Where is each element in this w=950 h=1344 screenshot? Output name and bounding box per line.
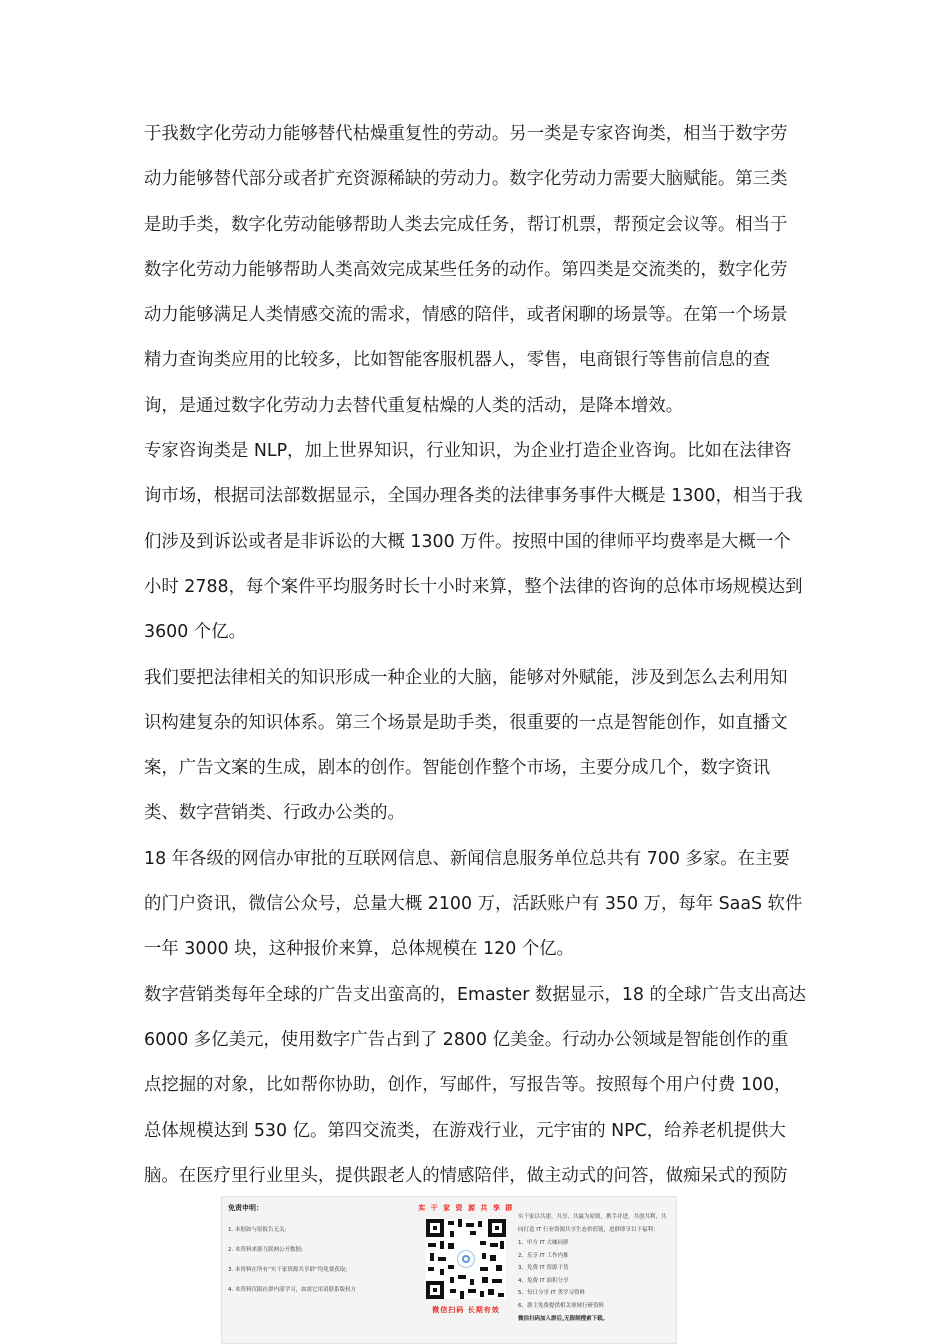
benefit-item: 3、免费 IT 资源干货 bbox=[518, 1265, 569, 1272]
text-line: 们涉及到诉讼或者是非诉讼的大概 1300 万件。按照中国的律师平均费率是大概一个 bbox=[144, 531, 791, 552]
text-line: 询，是通过数字化劳动力去替代重复枯燥的人类的活动，是降本增效。 bbox=[144, 395, 684, 416]
text-line: 3600 个亿。 bbox=[144, 622, 246, 643]
text-line: 18 年各级的网信办审批的互联网信息、新闻信息服务单位总共有 700 多家。在主要 bbox=[144, 848, 790, 869]
text-line: 的门户资讯，微信公众号，总量大概 2100 万，活跃账户有 350 万，每年 SaaS 软件 bbox=[144, 894, 803, 915]
text-line: 总体规模达到 530 亿。第四交流类，在游戏行业，元宇宙的 NPC，给养老机提供大 bbox=[144, 1120, 786, 1141]
text-line: 小时 2788，每个案件平均服务时长十小时来算，整个法律的咨询的总体市场规模达到 bbox=[144, 576, 803, 597]
group-title: 实 干 家 资 源 共 享 群 bbox=[418, 1204, 514, 1212]
text-line: 于我数字化劳动力能够替代枯燥重复性的劳动。另一类是专家咨询类，相当于数字劳 bbox=[144, 124, 788, 144]
disclaimer-note: 4. 本资料仅限社群内部学习，如需它用请联系版权方 bbox=[228, 1287, 356, 1293]
benefit-item: 4、免费 IT 面积分享 bbox=[518, 1277, 569, 1284]
text-line: 6000 多亿美元，使用数字广告占到了 2800 亿美金。行动办公领域是智能创作的重 bbox=[144, 1029, 789, 1050]
benefits-intro: 实干家以共建、共享、共赢为原则，携手并进，共创共利，共 bbox=[518, 1214, 667, 1220]
document-body bbox=[144, 112, 814, 1199]
disclaimer-note: 1. 本据如与原报告无关; bbox=[228, 1227, 287, 1233]
text-line: 脑。在医疗里行业里头，提供跟老人的情感陪伴，做主动式的问答，做痴呆式的预防 bbox=[144, 1165, 788, 1186]
promo-banner bbox=[221, 1196, 677, 1344]
text-line: 类、数字营销类、行政办公类的。 bbox=[144, 803, 405, 824]
disclaimer-section bbox=[228, 1203, 418, 1306]
scan-caption: 微信扫码 长期有效 bbox=[432, 1306, 500, 1314]
text-line: 数字化劳动力能够帮助人类高效完成某些任务的动作。第四类是交流类的，数字化劳 bbox=[144, 259, 788, 280]
text-line: 一年 3000 块，这种报价来算，总体规模在 120 个亿。 bbox=[144, 939, 574, 960]
text-line: 专家咨询类是 NLP，加上世界知识，行业知识，为企业打造企业咨询。比如在法律咨 bbox=[144, 441, 792, 462]
disclaimer-title: 免责申明： bbox=[228, 1204, 263, 1212]
disclaimer-note: 3. 本资料在所有“实干家资源共享群”均免费获取; bbox=[228, 1267, 348, 1273]
chat-logo-icon bbox=[457, 1250, 475, 1268]
text-line: 是助手类，数字化劳动能够帮助人类去完成任务，帮订机票，帮预定会议等。相当于 bbox=[144, 214, 788, 235]
text-line: 动力能够替代部分或者扩充资源稀缺的劳动力。数字化劳动力需要大脑赋能。第三类 bbox=[144, 169, 788, 190]
text-line: 精力查询类应用的比较多，比如智能客服机器人，零售，电商银行等售前信息的查 bbox=[144, 350, 771, 371]
banner-footer-line: 微信扫码加入群后,无限制搜索下载。 bbox=[518, 1315, 609, 1322]
qr-section bbox=[416, 1203, 516, 1315]
text-line: 我们要把法律相关的知识形成一种企业的大脑，能够对外赋能，涉及到怎么去利用知 bbox=[144, 667, 788, 688]
text-line: 数字营销类每年全球的广告支出蛮高的，Emaster 数据显示，18 的全球广告支出高达 bbox=[144, 984, 807, 1005]
benefit-item: 2、乐享 IT 工作内推 bbox=[518, 1252, 569, 1259]
disclaimer-note: 2. 本资料来源互联网公开数据; bbox=[228, 1247, 303, 1253]
benefits-section bbox=[518, 1211, 674, 1325]
benefit-item: 1、甲方 IT 大咖同群 bbox=[518, 1240, 569, 1246]
qr-code-icon[interactable] bbox=[426, 1219, 506, 1299]
text-line: 动力能够满足人类情感交流的需求，情感的陪伴，或者闲聊的场景等。在第一个场景 bbox=[144, 305, 788, 326]
text-line: 询市场，根据司法部数据显示，全国办理各类的法律事务事件大概是 1300，相当于我 bbox=[144, 486, 803, 507]
text-line: 识构建复杂的知识体系。第三个场景是助手类，很重要的一点是智能创作，如直播文 bbox=[144, 712, 788, 733]
benefit-item: 5、每日分享 IT 类学习资料 bbox=[518, 1290, 585, 1297]
text-line: 点挖掘的对象，比如帮你协助，创作，写邮件，写报告等。按照每个用户付费 100， bbox=[144, 1075, 792, 1096]
text-line: 案，广告文案的生成，剧本的创作。智能创作整个市场，主要分成几个，数字资讯 bbox=[144, 758, 771, 779]
benefits-intro: 同打造 IT 行业资源共享生态价值链，进群即享以下福利： bbox=[518, 1227, 659, 1233]
benefit-item: 6、群主免费提供相关领域行研资料 bbox=[518, 1302, 605, 1309]
